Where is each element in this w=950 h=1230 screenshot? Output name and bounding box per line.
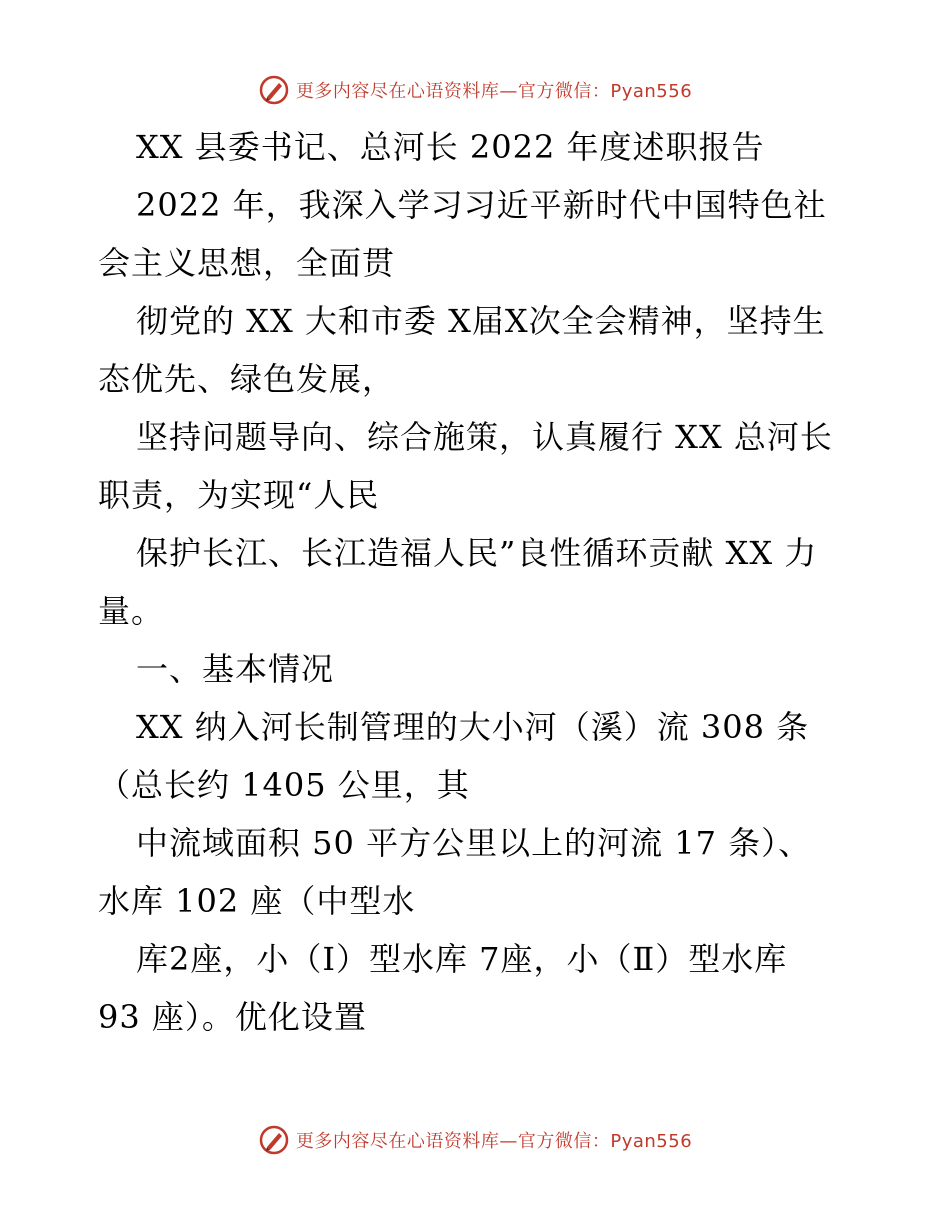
body-text-line: （总长约 1405 公里，其 <box>98 766 470 804</box>
body-text-line: 坚持问题导向、综合施策，认真履行 XX 总河长 <box>136 418 833 456</box>
body-text-line: 彻党的 XX 大和市委 X届X次全会精神，坚持生 <box>136 302 826 340</box>
document-body <box>98 118 858 1046</box>
watermark-text: 更多内容尽在心语资料库—官方微信：Pyan556 <box>295 81 693 102</box>
body-text-line: 2022 年，我深入学习习近平新时代中国特色社 <box>136 186 827 224</box>
body-text-line: 保护长江、长江造福人民”良性循环贡献 XX 力 <box>136 534 818 572</box>
watermark-banner-bottom <box>0 1120 950 1160</box>
body-text-line: 一、基本情况 <box>136 650 335 688</box>
body-text-line: 93 座）。优化设置 <box>98 998 367 1036</box>
body-text-line: 量。 <box>98 592 165 630</box>
body-text-line: 会主义思想，全面贯 <box>98 244 396 282</box>
watermark-text: 更多内容尽在心语资料库—官方微信：Pyan556 <box>295 1131 693 1152</box>
body-text-line: 态优先、绿色发展， <box>98 360 396 398</box>
pen-logo-icon <box>258 1124 290 1156</box>
body-text-line: 库2座，小（Ⅰ）型水库 7座，小（Ⅱ）型水库 <box>136 940 788 978</box>
watermark-banner-top <box>0 70 950 110</box>
body-text-line: 中流域面积 50 平方公里以上的河流 17 条）、 <box>136 824 812 862</box>
body-text-line: 水库 102 座（中型水 <box>98 882 416 920</box>
document-title: XX 县委书记、总河长 2022 年度述职报告 <box>136 128 765 166</box>
body-text-line: XX 纳入河长制管理的大小河（溪）流 308 条 <box>136 708 810 746</box>
body-text-line: 职责，为实现“人民 <box>98 476 380 514</box>
pen-logo-icon <box>258 74 290 106</box>
